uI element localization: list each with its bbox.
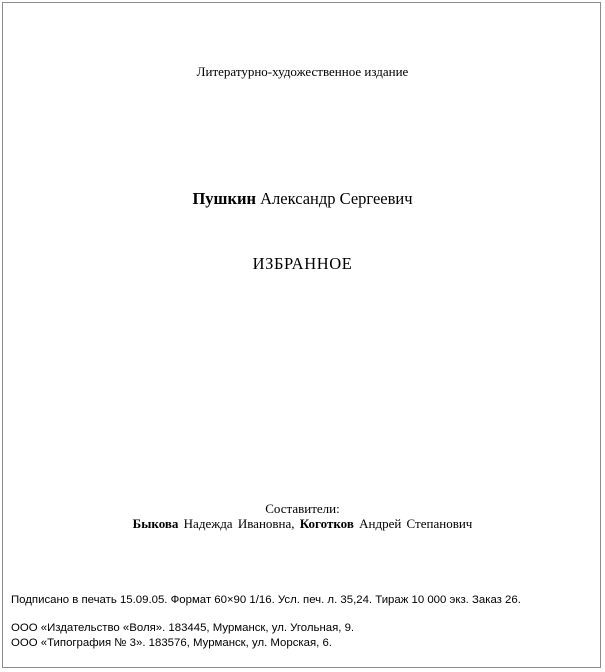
compiler-2-surname: Коготков (299, 516, 354, 531)
compiler-separator: , (291, 516, 300, 531)
compilers-names (0, 516, 605, 532)
author-surname: Пушкин (192, 189, 256, 208)
compilers-label: Составители: (265, 501, 340, 516)
printer-info: ООО «Типография № 3». 183576, Мурманск, ул. Морская, 6. (11, 637, 332, 649)
compiler-1-given-names: Надежда Ивановна (183, 516, 292, 531)
compiler-1-surname: Быкова (132, 516, 179, 531)
book-title: ИЗБРАННОЕ (252, 254, 353, 273)
page-frame (2, 2, 601, 668)
author-line (0, 189, 605, 209)
edition-type: Литературно-художественное издание (196, 64, 409, 79)
compiler-2-given-names: Андрей Степанович (359, 516, 473, 531)
publisher-info: ООО «Издательство «Воля». 183445, Мурманск, ул. Угольная, 9. (11, 622, 355, 634)
print-info: Подписано в печать 15.09.05. Формат 60×90 1/16. Усл. печ. л. 35,24. Тираж 10 000 экз. Заказ 26. (11, 594, 521, 606)
author-given-names: Александр Сергеевич (260, 189, 413, 208)
